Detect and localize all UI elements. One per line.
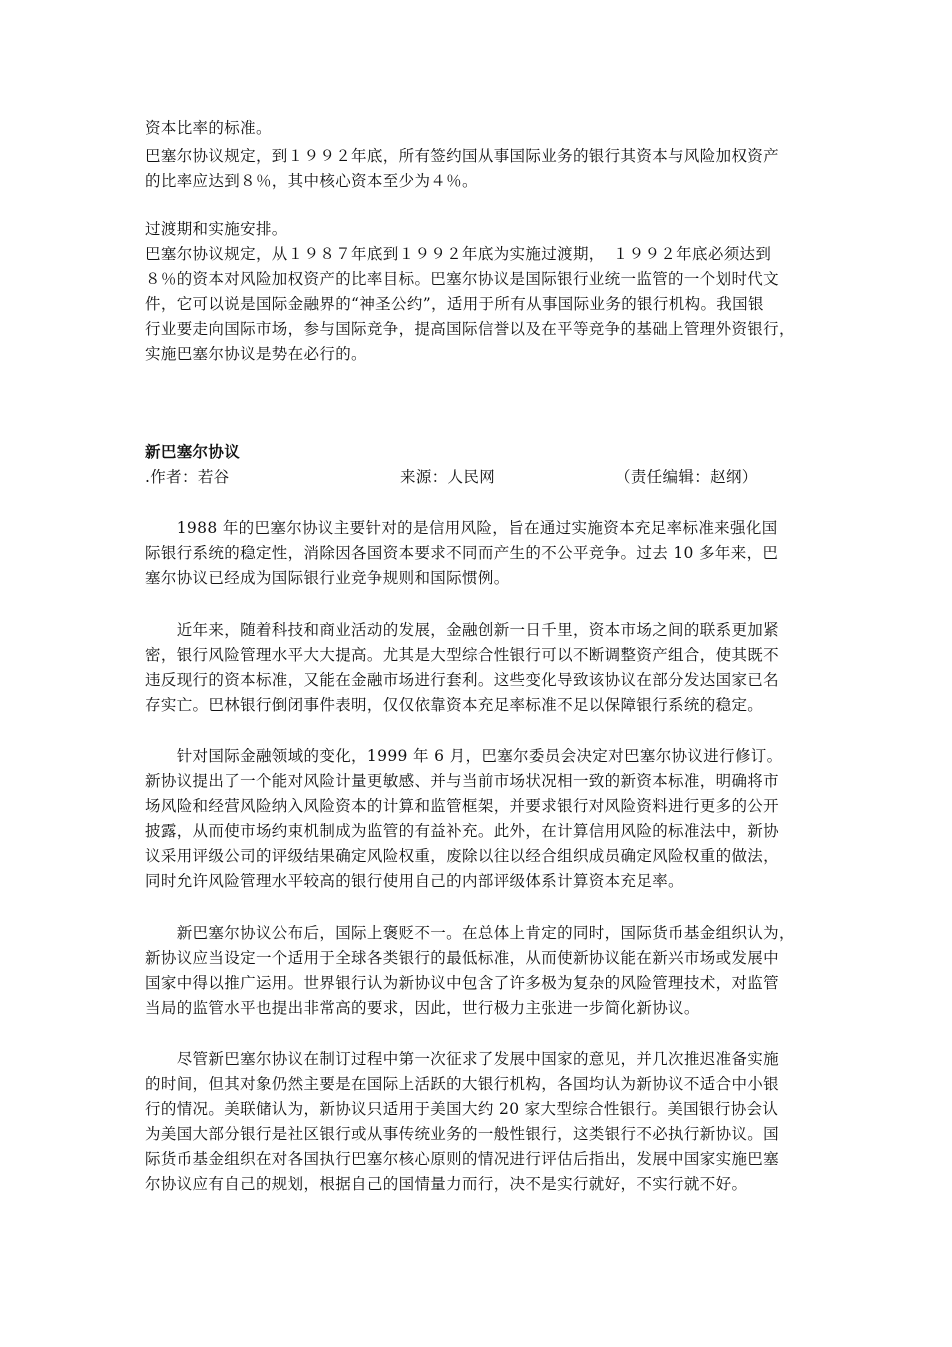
text-line: 1988 年的巴塞尔协议主要针对的是信用风险，旨在通过实施资本充足率标准来强化国 — [145, 519, 778, 537]
text-line: 披露，从而使市场约束机制成为监管的有益补充。此外，在计算信用风险的标准法中，新协 — [145, 822, 780, 840]
text-line: 件，它可以说是国际金融界的“神圣公约”，适用于所有从事国际业务的银行机构。我国银 — [145, 295, 764, 313]
text-line: 资本比率的标准。 — [145, 119, 272, 137]
text-line: 巴塞尔协议规定，从１９８７年底到１９９２年底为实施过渡期， １９９２年底必须达到 — [145, 245, 772, 263]
editor-label: （责任编辑：赵纲） — [615, 468, 758, 486]
text-line: 新协议应当设定一个适用于全球各类银行的最低标准，从而使新协议能在新兴市场或发展中 — [145, 949, 780, 967]
text-line: 违反现行的资本标准，又能在金融市场进行套利。这些变化导致该协议在部分发达国家已名 — [145, 671, 780, 689]
text-line: 同时允许风险管理水平较高的银行使用自己的内部评级体系计算资本充足率。 — [145, 872, 684, 890]
text-line: 针对国际金融领域的变化，1999 年 6 月，巴塞尔委员会决定对巴塞尔协议进行修订。 — [145, 747, 783, 765]
text-line: 的比率应达到８％，其中核心资本至少为４％。 — [145, 172, 478, 190]
text-line: 巴塞尔协议规定，到１９９２年底，所有签约国从事国际业务的银行其资本与风险加权资产 — [145, 147, 780, 165]
article-title: 新巴塞尔协议 — [145, 442, 241, 461]
text-line: 过渡期和实施安排。 — [145, 220, 288, 238]
text-line: 实施巴塞尔协议是势在必行的。 — [145, 345, 367, 363]
text-line: 当局的监管水平也提出非常高的要求，因此，世行极力主张进一步简化新协议。 — [145, 999, 700, 1017]
text-line: 际银行系统的稳定性，消除因各国资本要求不同而产生的不公平竞争。过去 10 多年来，巴 — [145, 544, 779, 562]
text-line: 塞尔协议已经成为国际银行业竞争规则和国际惯例。 — [145, 569, 510, 587]
text-line: 新巴塞尔协议公布后，国际上褒贬不一。在总体上肯定的同时，国际货币基金组织认为， — [145, 924, 795, 942]
text-line: 国家中得以推广运用。世界银行认为新协议中包含了许多极为复杂的风险管理技术，对监管 — [145, 974, 780, 992]
text-line: 行业要走向国际市场，参与国际竞争，提高国际信誉以及在平等竞争的基础上管理外资银行， — [145, 320, 795, 338]
text-line: 尔协议应有自己的规划，根据自己的国情量力而行，决不是实行就好，不实行就不好。 — [145, 1175, 748, 1193]
text-line: ８％的资本对风险加权资产的比率目标。巴塞尔协议是国际银行业统一监管的一个划时代文 — [145, 270, 780, 288]
text-line: 近年来，随着科技和商业活动的发展，金融创新一日千里，资本市场之间的联系更加紧 — [145, 621, 780, 639]
text-line: 的时间，但其对象仍然主要是在国际上活跃的大银行机构，各国均认为新协议不适合中小银 — [145, 1075, 780, 1093]
text-line: 场风险和经营风险纳入风险资本的计算和监管框架，并要求银行对风险资料进行更多的公开 — [145, 797, 780, 815]
author-label: .作者：若谷 — [145, 468, 230, 486]
text-line: 尽管新巴塞尔协议在制订过程中第一次征求了发展中国家的意见，并几次推迟准备实施 — [145, 1050, 780, 1068]
text-line: 行的情况。美联储认为，新协议只适用于美国大约 20 家大型综合性银行。美国银行协会认 — [145, 1100, 779, 1118]
text-line: 为美国大部分银行是社区银行或从事传统业务的一般性银行，这类银行不必执行新协议。国 — [145, 1125, 780, 1143]
text-line: 议采用评级公司的评级结果确定风险权重，废除以往以经合组织成员确定风险权重的做法， — [145, 847, 780, 865]
text-line: 新协议提出了一个能对风险计量更敏感、并与当前市场状况相一致的新资本标准，明确将市 — [145, 772, 780, 790]
text-line: 存实亡。巴林银行倒闭事件表明，仅仅依靠资本充足率标准不足以保障银行系统的稳定。 — [145, 696, 764, 714]
text-line: 密，银行风险管理水平大大提高。尤其是大型综合性银行可以不断调整资产组合，使其既不 — [145, 646, 780, 664]
source-label: 来源：人民网 — [400, 468, 496, 486]
text-line: 际货币基金组织在对各国执行巴塞尔核心原则的情况进行评估后指出，发展中国家实施巴塞 — [145, 1150, 780, 1168]
